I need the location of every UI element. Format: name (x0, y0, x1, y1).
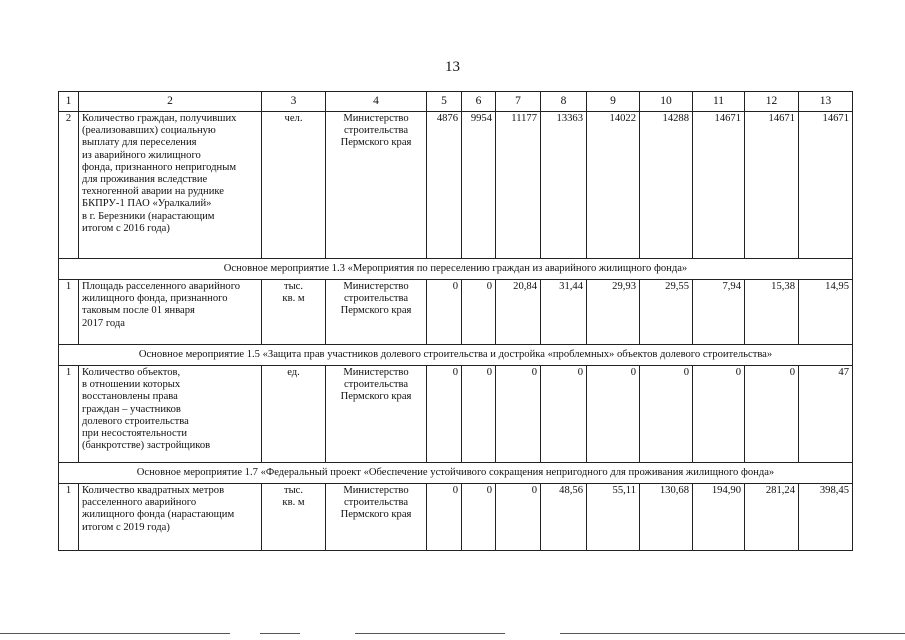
indicator-name-line: граждан – участников (82, 403, 181, 415)
indicators-table (58, 91, 853, 551)
page-number: 13 (445, 59, 460, 75)
value-cell: 0 (462, 366, 496, 463)
indicator-name-line: итогом с 2019 года) (82, 521, 170, 533)
value-cell: 0 (541, 366, 587, 463)
section-row (59, 345, 853, 366)
table-row (59, 484, 853, 551)
value-cell: 0 (427, 484, 462, 551)
org-line: строительства (343, 379, 409, 391)
indicator-name (79, 280, 262, 345)
indicator-name-line: фонда, признанного непригодным (82, 161, 237, 173)
unit (262, 112, 326, 259)
indicator-name-line: в отношении которых (82, 379, 181, 391)
unit-line: чел. (284, 113, 303, 124)
value-cell: 7,94 (693, 280, 745, 345)
unit-line: тыс. (283, 485, 304, 496)
value-cell: 194,90 (693, 484, 745, 551)
org-line: строительства (343, 125, 409, 137)
value-cell: 20,84 (496, 280, 541, 345)
indicator-name-line: таковым после 01 января (82, 305, 195, 317)
value-cell: 0 (427, 280, 462, 345)
org-line: Пермского края (340, 509, 412, 521)
value-cell: 11177 (496, 112, 541, 259)
section-title: Основное мероприятие 1.7 «Федеральный проект «Обеспечение устойчивого сокращения непригодного для проживания жилищного фонда» (59, 463, 853, 484)
responsible-org (326, 366, 427, 463)
value-cell: 0 (693, 366, 745, 463)
value-cell: 48,56 (541, 484, 587, 551)
indicator-name (79, 366, 262, 463)
responsible-org (326, 112, 427, 259)
value-cell: 0 (640, 366, 693, 463)
responsible-org (326, 280, 427, 345)
indicator-name-line: выплату для переселения (82, 137, 197, 149)
value-cell: 0 (462, 280, 496, 345)
indicator-name-line: Количество граждан, получивших (82, 113, 237, 124)
indicator-name-line: техногенной аварии на руднике (82, 186, 224, 198)
unit-line: кв. м (282, 497, 305, 509)
org-line: Министерство (343, 281, 409, 292)
row-number: 1 (59, 366, 79, 463)
indicator-name-line: (реализовавших) социальную (82, 125, 216, 137)
indicator-name-line: долевого строительства (82, 415, 189, 427)
table-row (59, 280, 853, 345)
indicator-name (79, 112, 262, 259)
value-cell: 0 (496, 484, 541, 551)
org-line: строительства (343, 293, 409, 305)
value-cell: 14022 (587, 112, 640, 259)
value-cell: 281,24 (745, 484, 799, 551)
value-cell: 9954 (462, 112, 496, 259)
org-line: Пермского края (340, 305, 412, 317)
table-row (59, 112, 853, 259)
header-row (59, 92, 853, 112)
section-row (59, 259, 853, 280)
org-line: строительства (343, 497, 409, 509)
unit-line: тыс. (283, 281, 304, 292)
indicator-name-line: итогом с 2016 года) (82, 222, 170, 234)
indicator-name-line: жилищного фонда (нарастающим (82, 509, 235, 521)
header-cell-2: 2 (79, 92, 262, 112)
value-cell: 14671 (745, 112, 799, 259)
value-cell: 0 (496, 366, 541, 463)
value-cell: 130,68 (640, 484, 693, 551)
indicator-name-line: Площадь расселенного аварийного (82, 281, 241, 292)
value-cell: 4876 (427, 112, 462, 259)
value-cell: 0 (745, 366, 799, 463)
value-cell: 13363 (541, 112, 587, 259)
indicator-name-line: для проживания вследствие (82, 174, 208, 186)
bottom-scan-lines (0, 633, 905, 635)
value-cell: 0 (427, 366, 462, 463)
section-row (59, 463, 853, 484)
header-cell-5: 5 (427, 92, 462, 112)
unit-line: кв. м (282, 293, 305, 305)
indicator-name-line: Количество объектов, (82, 367, 181, 378)
indicator-name-line: (банкротстве) застройщиков (82, 440, 211, 452)
value-cell: 14,95 (799, 280, 853, 345)
value-cell: 29,93 (587, 280, 640, 345)
unit (262, 366, 326, 463)
indicator-name-line: 2017 года (82, 317, 126, 329)
org-line: Пермского края (340, 137, 412, 149)
header-cell-9: 9 (587, 92, 640, 112)
responsible-org (326, 484, 427, 551)
org-line: Министерство (343, 367, 409, 378)
unit (262, 280, 326, 345)
value-cell: 14288 (640, 112, 693, 259)
header-cell-4: 4 (326, 92, 427, 112)
indicator-name-line: в г. Березники (нарастающим (82, 210, 215, 222)
unit-line: ед. (287, 367, 300, 378)
value-cell: 14671 (799, 112, 853, 259)
header-cell-11: 11 (693, 92, 745, 112)
header-cell-10: 10 (640, 92, 693, 112)
table-row (59, 366, 853, 463)
indicator-name-line: Количество квадратных метров (82, 485, 225, 496)
value-cell: 31,44 (541, 280, 587, 345)
indicator-name-line: расселенного аварийного (82, 497, 197, 509)
indicator-name (79, 484, 262, 551)
indicator-name-line: БКПРУ-1 ПАО «Уралкалий» (82, 198, 212, 210)
org-line: Министерство (343, 113, 409, 124)
value-cell: 29,55 (640, 280, 693, 345)
value-cell: 0 (587, 366, 640, 463)
header-cell-12: 12 (745, 92, 799, 112)
header-cell-1: 1 (59, 92, 79, 112)
indicator-name-line: из аварийного жилищного (82, 149, 201, 161)
row-number: 1 (59, 484, 79, 551)
row-number: 1 (59, 280, 79, 345)
org-line: Пермского края (340, 391, 412, 403)
indicator-name-line: восстановлены права (82, 391, 178, 403)
indicator-name-line: при несостоятельности (82, 428, 188, 440)
value-cell: 47 (799, 366, 853, 463)
value-cell: 55,11 (587, 484, 640, 551)
unit (262, 484, 326, 551)
value-cell: 0 (462, 484, 496, 551)
header-cell-8: 8 (541, 92, 587, 112)
value-cell: 398,45 (799, 484, 853, 551)
section-title: Основное мероприятие 1.5 «Защита прав участников долевого строительства и достройка «проблемных» объектов долевого строительства» (59, 345, 853, 366)
org-line: Министерство (343, 485, 409, 496)
header-cell-3: 3 (262, 92, 326, 112)
value-cell: 14671 (693, 112, 745, 259)
indicator-name-line: жилищного фонда, признанного (82, 293, 228, 305)
header-cell-6: 6 (462, 92, 496, 112)
header-cell-7: 7 (496, 92, 541, 112)
header-cell-13: 13 (799, 92, 853, 112)
section-title: Основное мероприятие 1.3 «Мероприятия по переселению граждан из аварийного жилищного фонда» (59, 259, 853, 280)
value-cell: 15,38 (745, 280, 799, 345)
row-number: 2 (59, 112, 79, 259)
